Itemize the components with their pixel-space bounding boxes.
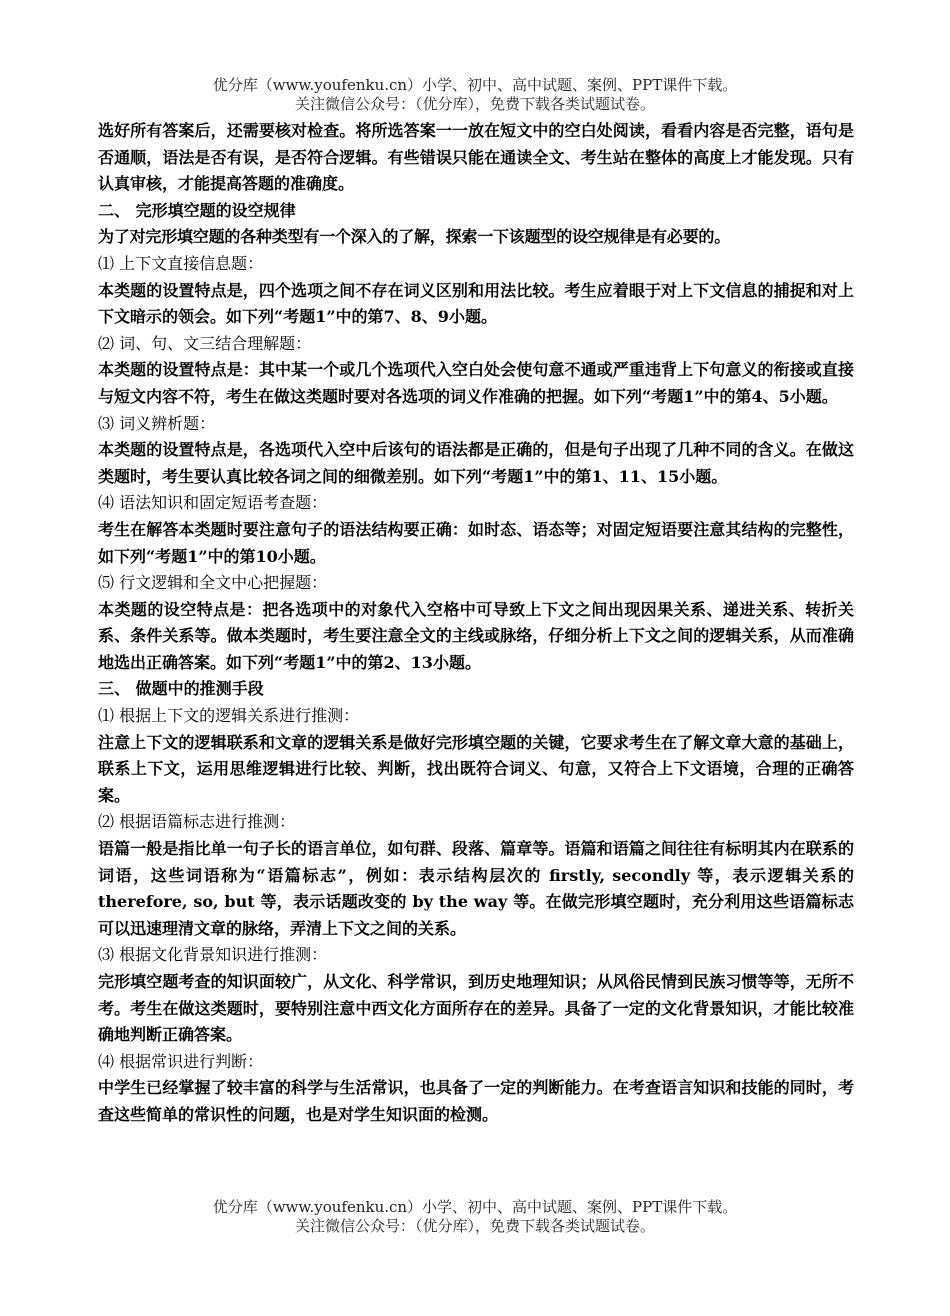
subsection-3-2-text: 语篇一般是指比单一句子长的语言单位，如句群、段落、篇章等。语篇和语篇之间往往有标明其内在联系的词语，这些词语称为“语篇标志”，例如：表示结构层次的 firstly, secondly 等，表示逻辑关系的 therefore, so, but 等，表示话题改变的 by the way 等。在做完形填空题时，充分利用这些语篇标志可以迅速理清文章的脉络，弄清上下文之间的关系。 <box>98 839 854 938</box>
subsection-2-2-title: ⑵ 词、句、文三结合理解题： <box>98 333 312 353</box>
subsection-2-5-title: ⑸ 行文逻辑和全文中心把握题： <box>98 573 328 593</box>
document-body <box>98 118 854 1129</box>
page-header <box>0 76 950 114</box>
page-footer <box>0 1198 950 1236</box>
subsection-3-4-title: ⑷ 根据常识进行判断： <box>98 1051 264 1071</box>
subsection-3-2-title: ⑵ 根据语篇标志进行推测： <box>98 812 296 832</box>
subsection-2-5-text: 本类题的设空特点是：把各选项中的对象代入空格中可导致上下文之间出现因果关系、递进关系、转折关系、条件关系等。做本类题时，考生要注意全文的主线或脉络，仔细分析上下文之间的逻辑关系，从而准确地选出正确答案。如下列“考题1”中的第2、13小题。 <box>98 599 854 672</box>
subsection-3-1-text: 注意上下文的逻辑联系和文章的逻辑关系是做好完形填空题的关键，它要求考生在了解文章大意的基础上，联系上下文，运用思维逻辑进行比较、判断，找出既符合词义、句意，又符合上下文语境，合理的正确答案。 <box>98 732 854 805</box>
section-3-heading: 三、 做题中的推测手段 <box>98 679 264 699</box>
subsection-2-1-text: 本类题的设置特点是，四个选项之间不存在词义区别和用法比较。考生应着眼于对上下文信息的捕捉和对上下文暗示的领会。如下列“考题1”中的第7、8、9小题。 <box>98 280 854 327</box>
subsection-3-1-title: ⑴ 根据上下文的逻辑关系进行推测： <box>98 706 360 726</box>
footer-line-2: 关注微信公众号：（优分库），免费下载各类试题试卷。 <box>294 1217 655 1235</box>
subsection-2-3-title: ⑶ 词义辨析题： <box>98 413 216 433</box>
footer-line-1: 优分库（www.youfenku.cn）小学、初中、高中试题、案例、PPT课件下载。 <box>212 1198 738 1216</box>
subsection-2-3-text: 本类题的设置特点是，各选项代入空中后该句的语法都是正确的，但是句子出现了几种不同的含义。在做这类题时，考生要认真比较各词之间的细微差别。如下列“考题1”中的第1、11、15小题。 <box>98 440 854 486</box>
subsection-3-3-title: ⑶ 根据文化背景知识进行推测： <box>98 945 328 965</box>
header-line-2: 关注微信公众号：（优分库），免费下载各类试题试卷。 <box>294 95 655 113</box>
section-2-intro: 为了对完形填空题的各种类型有一个深入的了解，探索一下该题型的设空规律是有必要的。 <box>98 227 731 247</box>
header-line-1: 优分库（www.youfenku.cn）小学、初中、高中试题、案例、PPT课件下载。 <box>212 76 738 94</box>
subsection-3-4-text: 中学生已经掌握了较丰富的科学与生活常识，也具备了一定的判断能力。在考查语言知识和技能的同时，考查这些简单的常识性的问题，也是对学生知识面的检测。 <box>98 1078 854 1124</box>
intro-paragraph: 选好所有答案后，还需要核对检查。将所选答案一一放在短文中的空白处阅读，看看内容是否完整，语句是否通顺，语法是否有误，是否符合逻辑。有些错误只能在通读全文、考生站在整体的高度上才能发现。只有认真审核，才能提高答题的准确度。 <box>98 121 854 194</box>
subsection-2-4-title: ⑷ 语法知识和固定短语考查题： <box>98 493 328 513</box>
subsection-2-1-title: ⑴ 上下文直接信息题： <box>98 253 264 273</box>
section-2-heading: 二、 完形填空题的设空规律 <box>98 200 296 220</box>
subsection-3-3-text: 完形填空题考查的知识面较广，从文化、科学常识，到历史地理知识；从风俗民情到民族习惯等等，无所不考。考生在做这类题时，要特别注意中西文化方面所存在的差异。具备了一定的文化背景知识，才能比较准确地判断正确答案。 <box>98 972 854 1045</box>
subsection-2-2-text: 本类题的设置特点是：其中某一个或几个选项代入空白处会使句意不通或严重违背上下句意义的衔接或直接与短文内容不符，考生在做这类题时要对各选项的词义作准确的把握。如下列“考题1”中的第4、5小题。 <box>98 360 854 406</box>
subsection-2-4-text: 考生在解答本类题时要注意句子的语法结构要正确：如时态、语态等；对固定短语要注意其结构的完整性，如下列“考题1”中的第10小题。 <box>98 519 854 566</box>
